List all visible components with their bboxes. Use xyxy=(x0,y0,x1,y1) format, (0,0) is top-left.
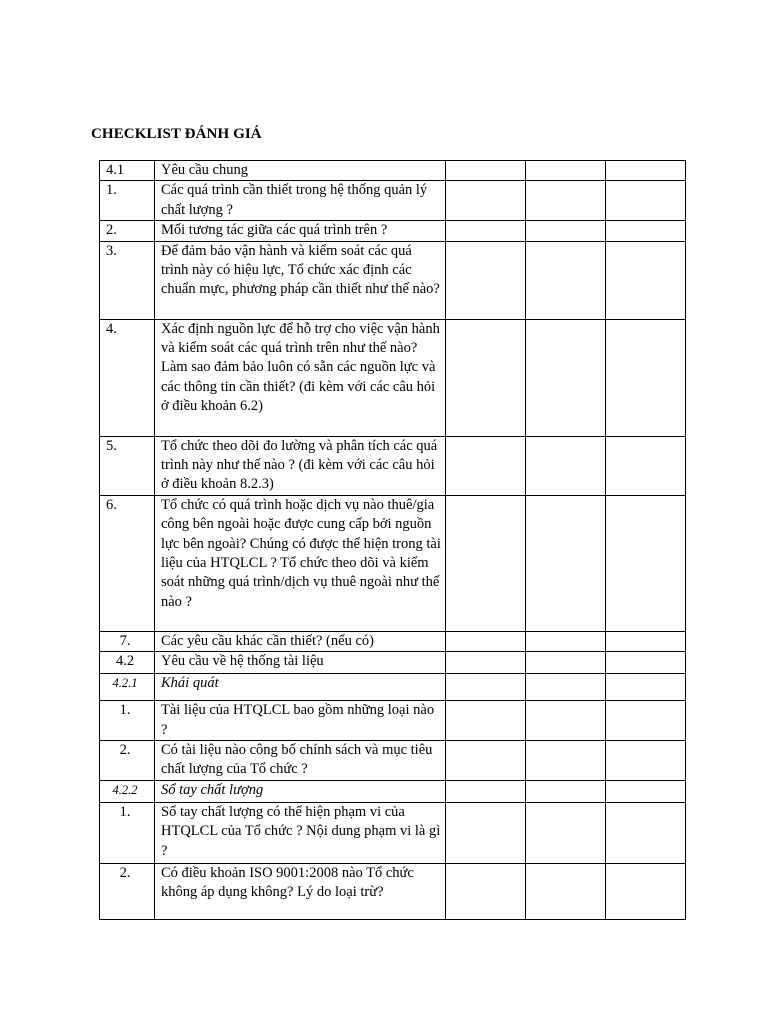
question-text: Tổ chức theo dõi đo lường và phân tích các quá trình này như thế nào ? (đi kèm với các câu hỏi ở điều khoản 8.2.3) xyxy=(155,436,446,495)
item-number: 4. xyxy=(100,319,155,436)
answer-cell-3 xyxy=(606,741,686,781)
question-text: Yêu cầu chung xyxy=(155,161,446,181)
checklist-row xyxy=(100,241,686,319)
answer-cell-2 xyxy=(526,181,606,221)
checklist-row xyxy=(100,436,686,495)
answer-cell-3 xyxy=(606,161,686,181)
checklist-table xyxy=(99,160,686,920)
checklist-row xyxy=(100,864,686,920)
answer-cell-2 xyxy=(526,674,606,701)
answer-cell-3 xyxy=(606,631,686,651)
checklist-row xyxy=(100,701,686,741)
question-text: Sổ tay chất lượng có thể hiện phạm vi của HTQLCL của Tổ chức ? Nội dung phạm vi là gì ? xyxy=(155,803,446,864)
document-title: CHECKLIST ĐÁNH GIÁ xyxy=(91,126,262,142)
question-text: Tổ chức có quá trình hoặc dịch vụ nào thuê/gia công bên ngoài hoặc được cung cấp bởi nguồn lực bên ngoài? Chúng có được thể hiện trong tài liệu của HTQLCL ? Tổ chức theo dõi và kiểm soát những quá trình/dịch vụ thuê ngoài như thế nào ? xyxy=(155,495,446,631)
answer-cell-3 xyxy=(606,181,686,221)
answer-cell-3 xyxy=(606,436,686,495)
item-number: 4.2.2 xyxy=(100,781,155,803)
section-row xyxy=(100,674,686,701)
answer-cell-3 xyxy=(606,221,686,241)
checklist-row xyxy=(100,221,686,241)
answer-cell-2 xyxy=(526,436,606,495)
answer-cell-1 xyxy=(446,741,526,781)
answer-cell-3 xyxy=(606,864,686,920)
answer-cell-2 xyxy=(526,221,606,241)
question-text: Các quá trình cần thiết trong hệ thống quản lý chất lượng ? xyxy=(155,181,446,221)
answer-cell-3 xyxy=(606,701,686,741)
answer-cell-2 xyxy=(526,631,606,651)
checklist-row xyxy=(100,631,686,651)
item-number: 4.2 xyxy=(100,652,155,674)
answer-cell-1 xyxy=(446,781,526,803)
answer-cell-2 xyxy=(526,319,606,436)
answer-cell-2 xyxy=(526,161,606,181)
item-number: 1. xyxy=(100,701,155,741)
item-number: 2. xyxy=(100,221,155,241)
item-number: 7. xyxy=(100,631,155,651)
checklist-row xyxy=(100,161,686,181)
answer-cell-1 xyxy=(446,701,526,741)
answer-cell-2 xyxy=(526,741,606,781)
answer-cell-2 xyxy=(526,495,606,631)
answer-cell-2 xyxy=(526,701,606,741)
answer-cell-3 xyxy=(606,652,686,674)
question-text: Khái quát xyxy=(155,674,446,701)
answer-cell-1 xyxy=(446,181,526,221)
answer-cell-1 xyxy=(446,241,526,319)
answer-cell-3 xyxy=(606,241,686,319)
item-number: 5. xyxy=(100,436,155,495)
item-number: 2. xyxy=(100,864,155,920)
answer-cell-1 xyxy=(446,652,526,674)
answer-cell-1 xyxy=(446,803,526,864)
question-text: Tài liệu của HTQLCL bao gồm những loại nào ? xyxy=(155,701,446,741)
checklist-row xyxy=(100,495,686,631)
answer-cell-3 xyxy=(606,781,686,803)
question-text: Có tài liệu nào công bố chính sách và mục tiêu chất lượng của Tổ chức ? xyxy=(155,741,446,781)
answer-cell-1 xyxy=(446,221,526,241)
answer-cell-3 xyxy=(606,674,686,701)
answer-cell-1 xyxy=(446,864,526,920)
question-text: Các yêu cầu khác cần thiết? (nếu có) xyxy=(155,631,446,651)
checklist-body xyxy=(100,161,686,920)
checklist-row xyxy=(100,803,686,864)
section-row xyxy=(100,781,686,803)
item-number: 6. xyxy=(100,495,155,631)
checklist-row xyxy=(100,652,686,674)
answer-cell-2 xyxy=(526,803,606,864)
answer-cell-1 xyxy=(446,674,526,701)
question-text: Để đảm bảo vận hành và kiểm soát các quá trình này có hiệu lực, Tổ chức xác định các chuẩn mực, phương pháp cần thiết như thế nào? xyxy=(155,241,446,319)
item-number: 3. xyxy=(100,241,155,319)
question-text: Yêu cầu về hệ thống tài liệu xyxy=(155,652,446,674)
answer-cell-2 xyxy=(526,652,606,674)
checklist-row xyxy=(100,319,686,436)
answer-cell-3 xyxy=(606,495,686,631)
answer-cell-1 xyxy=(446,436,526,495)
answer-cell-1 xyxy=(446,161,526,181)
answer-cell-1 xyxy=(446,495,526,631)
item-number: 1. xyxy=(100,803,155,864)
question-text: Xác định nguồn lực để hỗ trợ cho việc vận hành và kiểm soát các quá trình trên như thế nào? Làm sao đảm bảo luôn có sẵn các nguồn lực và các thông tin cần thiết? (đi kèm với các câu hỏi ở điều khoản 6.2) xyxy=(155,319,446,436)
question-text: Có điều khoản ISO 9001:2008 nào Tổ chức không áp dụng không? Lý do loại trừ? xyxy=(155,864,446,920)
answer-cell-3 xyxy=(606,803,686,864)
answer-cell-2 xyxy=(526,781,606,803)
item-number: 4.2.1 xyxy=(100,674,155,701)
answer-cell-2 xyxy=(526,241,606,319)
item-number: 1. xyxy=(100,181,155,221)
answer-cell-1 xyxy=(446,319,526,436)
item-number: 2. xyxy=(100,741,155,781)
answer-cell-2 xyxy=(526,864,606,920)
item-number: 4.1 xyxy=(100,161,155,181)
question-text: Mối tương tác giữa các quá trình trên ? xyxy=(155,221,446,241)
answer-cell-1 xyxy=(446,631,526,651)
answer-cell-3 xyxy=(606,319,686,436)
question-text: Sổ tay chất lượng xyxy=(155,781,446,803)
checklist-row xyxy=(100,741,686,781)
checklist-row xyxy=(100,181,686,221)
